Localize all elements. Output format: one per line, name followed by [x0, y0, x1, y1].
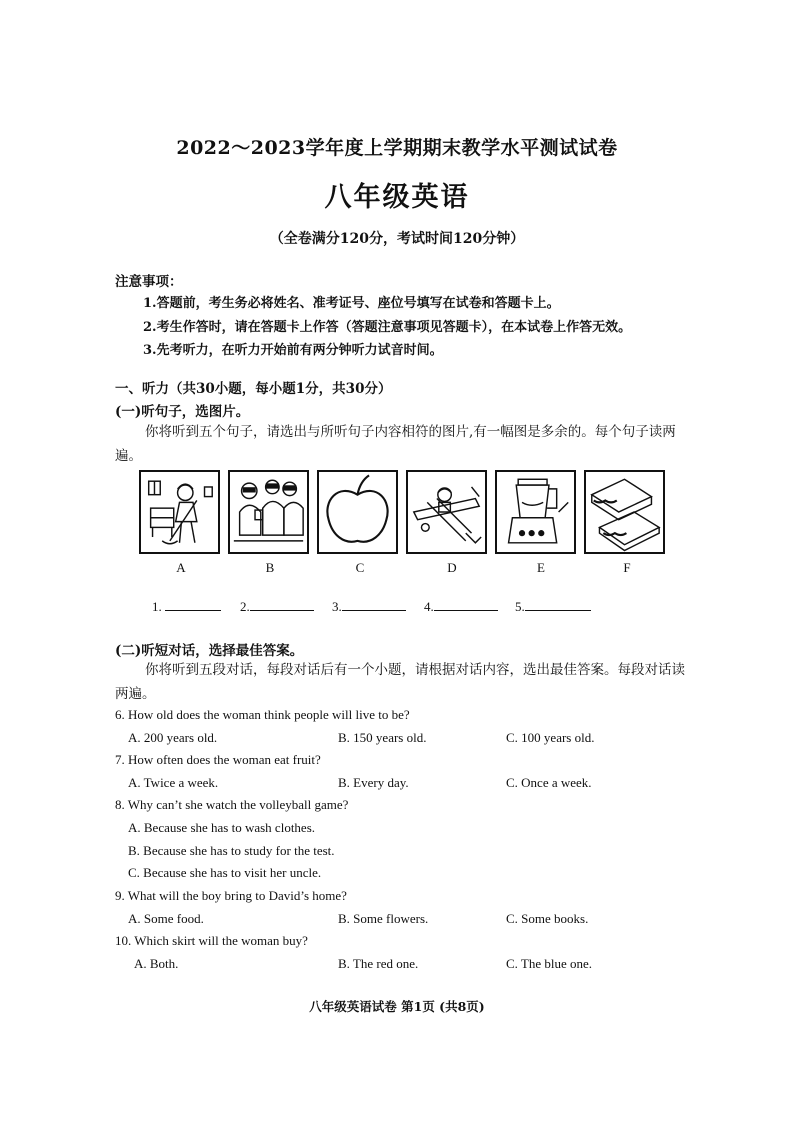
option-b: B. Every day.	[338, 775, 409, 790]
option-a: A. Because she has to wash clothes.	[128, 820, 316, 835]
sandwiches-icon	[584, 470, 665, 554]
question-8: 8. Why can’t she watch the volleyball game?	[115, 797, 349, 812]
part2-heading: (二)听短对话，选择最佳答案。	[115, 643, 304, 659]
page-footer: 八年级英语试卷 第1页 (共8页)	[309, 999, 485, 1014]
answer-blank[interactable]	[515, 598, 591, 615]
answer-blank[interactable]	[332, 598, 406, 615]
notes-heading: 注意事项：	[115, 274, 183, 290]
blank-number: 1.	[152, 599, 162, 614]
picture-label: F	[623, 560, 631, 575]
part1-instruction: 你将听到五个句子，请选出与所听句子内容相符的图片,有一幅图是多余的。每个句子读两遍。	[115, 424, 676, 464]
answer-blank[interactable]	[240, 598, 314, 615]
option-a: A. Some food.	[128, 911, 204, 926]
option-c: C. The blue one.	[506, 956, 593, 971]
option-b: B. 150 years old.	[338, 730, 427, 745]
part2-instruction: 你将听到五段对话，每段对话后有一个小题，请根据对话内容，选出最佳答案。每段对话读两遍。	[115, 662, 685, 702]
picture-label: E	[537, 560, 545, 575]
picture-label: B	[265, 560, 275, 575]
score-note: （全卷满分120分，考试时间120分钟）	[269, 231, 525, 247]
option-b: B. The red one.	[338, 956, 419, 971]
option-a: A. Both.	[134, 956, 179, 971]
picture-label: C	[355, 560, 365, 575]
blank-number: 5.	[515, 599, 525, 614]
girl-mopping-floor-icon	[139, 470, 220, 554]
picture-label: D	[447, 560, 457, 575]
blank-number: 2.	[240, 599, 250, 614]
option-c: C. 100 years old.	[506, 730, 595, 745]
pilot-in-airplane-icon	[406, 470, 487, 554]
answer-blank[interactable]	[152, 598, 221, 615]
blank-number: 4.	[424, 599, 434, 614]
option-a: A. Twice a week.	[128, 775, 219, 790]
question-7: 7. How often does the woman eat fruit?	[115, 752, 321, 767]
part1-heading: (一)听句子，选图片。	[115, 404, 250, 420]
question-6: 6. How old does the woman think people will live to be?	[115, 707, 410, 722]
exam-title: 2022～2023学年度上学期期末教学水平测试试卷	[176, 137, 618, 159]
section-heading: 一、听力（共30小题，每小题1分，共30分）	[115, 381, 392, 397]
picture-label: A	[176, 560, 186, 575]
note-item: 1.答题前，考生务必将姓名、准考证号、座位号填写在试卷和答题卡上。	[143, 296, 560, 311]
option-b: B. Some flowers.	[338, 911, 429, 926]
question-9: 9. What will the boy bring to David’s home?	[115, 888, 347, 903]
picture-row	[139, 470, 664, 555]
apple-icon	[317, 470, 398, 554]
people-watching-movie-icon	[228, 470, 309, 554]
option-c: C. Once a week.	[506, 775, 592, 790]
question-10: 10. Which skirt will the woman buy?	[115, 933, 308, 948]
note-item: 2.考生作答时，请在答题卡上作答（答题注意事项见答题卡），在本试卷上作答无效。	[143, 320, 632, 335]
answer-blank[interactable]	[424, 598, 498, 615]
exam-subject: 八年级英语	[324, 182, 470, 213]
option-c: C. Some books.	[506, 911, 589, 926]
note-item: 3.先考听力，在听力开始前有两分钟听力试音时间。	[143, 343, 443, 358]
option-a: A. 200 years old.	[128, 730, 218, 745]
blank-number: 3.	[332, 599, 342, 614]
option-c: C. Because she has to visit her uncle.	[128, 865, 322, 880]
blender-icon	[495, 470, 576, 554]
option-b: B. Because she has to study for the test.	[128, 843, 335, 858]
